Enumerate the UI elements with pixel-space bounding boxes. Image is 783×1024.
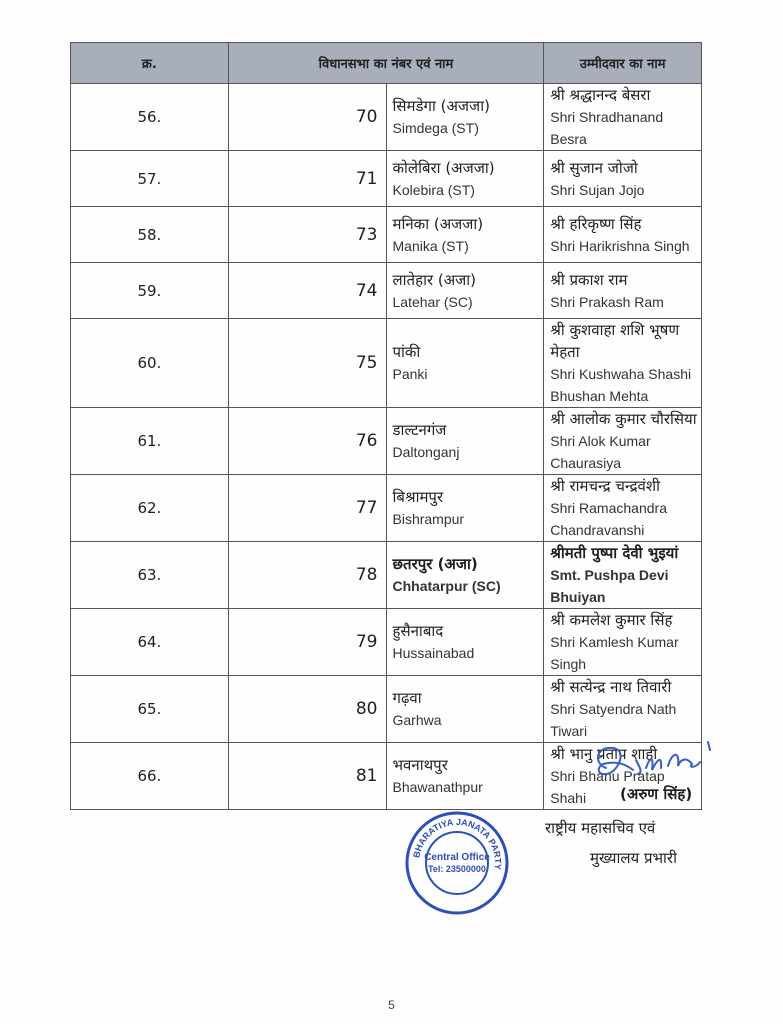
signatory-name: (अरुण सिंह)	[620, 785, 693, 803]
candidate-name-english: Shri Alok Kumar Chaurasiya	[550, 433, 651, 471]
constituency-name-hindi: भवनाथपुर	[392, 756, 448, 774]
constituency-number: 78	[228, 542, 386, 609]
svg-text:BHARATIYA JANATA PARTY: BHARATIYA JANATA PARTY	[411, 816, 504, 871]
candidate-name-hindi: श्री श्रद्धानन्द बेसरा	[550, 86, 651, 104]
serial-number: 65.	[71, 676, 229, 743]
signatory-designation-line2: मुख्यालय प्रभारी	[590, 849, 677, 867]
table-body	[71, 84, 702, 810]
constituency-number: 80	[228, 676, 386, 743]
table-row	[71, 319, 702, 408]
constituency-number: 71	[228, 151, 386, 207]
constituency-name-english: Garhwa	[392, 712, 442, 728]
candidate-name-hindi: श्री आलोक कुमार चौरसिया	[550, 410, 697, 428]
serial-number: 64.	[71, 609, 229, 676]
party-seal-stamp	[402, 808, 512, 918]
constituency-name-cell	[386, 319, 544, 408]
candidate-name-cell	[544, 263, 702, 319]
candidate-table	[70, 42, 702, 810]
serial-number: 62.	[71, 475, 229, 542]
candidate-name-hindi: श्रीमती पुष्पा देवी भुइयां	[550, 544, 679, 562]
candidate-name-cell	[544, 609, 702, 676]
candidate-name-english: Shri Kamlesh Kumar Singh	[550, 634, 679, 672]
candidate-name-cell	[544, 542, 702, 609]
svg-text:Tel: 23500000: Tel: 23500000	[428, 864, 486, 874]
candidate-name-english: Shri Shradhanand Besra	[550, 109, 664, 147]
constituency-number: 75	[228, 319, 386, 408]
constituency-name-english: Simdega (ST)	[392, 120, 479, 136]
signatory-designation-line1: राष्ट्रीय महासचिव एवं	[545, 819, 656, 837]
constituency-name-cell	[386, 609, 544, 676]
constituency-name-english: Kolebira (ST)	[392, 181, 475, 198]
constituency-name-cell	[386, 408, 544, 475]
candidate-name-hindi: श्री प्रकाश राम	[550, 270, 628, 289]
header-serial: क्र.	[71, 43, 229, 84]
svg-text:Central Office: Central Office	[424, 852, 490, 863]
candidate-name-hindi: श्री भानु प्रताप शाही	[550, 745, 658, 763]
constituency-name-cell	[386, 263, 544, 319]
constituency-name-hindi: छतरपुर (अजा)	[392, 555, 478, 573]
constituency-name-cell	[386, 207, 544, 263]
constituency-name-cell	[386, 151, 544, 207]
constituency-name-hindi: डाल्टनगंज	[392, 421, 447, 439]
table-row	[71, 475, 702, 542]
candidate-name-english: Shri Sujan Jojo	[550, 181, 645, 198]
constituency-name-cell	[386, 542, 544, 609]
candidate-name-english: Shri Prakash Ram	[550, 293, 664, 310]
page-number: 5	[388, 998, 395, 1012]
table-row	[71, 676, 702, 743]
candidate-name-english: Shri Bhanu Pratap Shahi	[550, 768, 665, 806]
constituency-number: 76	[228, 408, 386, 475]
candidate-name-cell	[544, 475, 702, 542]
serial-number: 63.	[71, 542, 229, 609]
candidate-name-hindi: श्री रामचन्द्र चन्द्रवंशी	[550, 477, 660, 495]
candidate-name-hindi: श्री हरिकृष्ण सिंह	[550, 214, 642, 233]
constituency-number: 74	[228, 263, 386, 319]
serial-number: 56.	[71, 84, 229, 151]
constituency-number: 73	[228, 207, 386, 263]
table-row	[71, 151, 702, 207]
constituency-name-hindi: लातेहार (अजा)	[392, 270, 477, 289]
constituency-name-hindi: पांकी	[392, 343, 421, 361]
table-row	[71, 609, 702, 676]
table-row	[71, 207, 702, 263]
serial-number: 61.	[71, 408, 229, 475]
table-row	[71, 84, 702, 151]
constituency-name-english: Manika (ST)	[392, 237, 469, 254]
constituency-name-english: Panki	[392, 366, 428, 382]
table-row	[71, 408, 702, 475]
table-row	[71, 542, 702, 609]
table-header-row	[71, 43, 702, 84]
constituency-number: 70	[228, 84, 386, 151]
constituency-name-hindi: मनिका (अजजा)	[392, 214, 484, 233]
candidate-name-hindi: श्री कमलेश कुमार सिंह	[550, 611, 673, 629]
candidate-name-cell	[544, 319, 702, 408]
constituency-name-english: Hussainabad	[392, 645, 475, 661]
constituency-name-cell	[386, 475, 544, 542]
constituency-name-english: Daltonganj	[392, 444, 460, 460]
serial-number: 59.	[71, 263, 229, 319]
header-candidate: उम्मीदवार का नाम	[544, 43, 702, 84]
candidate-name-english: Shri Ramachandra Chandravanshi	[550, 500, 667, 538]
constituency-name-cell	[386, 676, 544, 743]
constituency-number: 77	[228, 475, 386, 542]
constituency-name-hindi: कोलेबिरा (अजजा)	[392, 158, 495, 177]
constituency-number: 81	[228, 743, 386, 810]
constituency-name-english: Latehar (SC)	[392, 293, 473, 310]
candidate-name-cell	[544, 151, 702, 207]
serial-number: 58.	[71, 207, 229, 263]
constituency-name-hindi: बिश्रामपुर	[392, 488, 444, 506]
constituency-number: 79	[228, 609, 386, 676]
constituency-name-hindi: सिमडेगा (अजजा)	[392, 97, 490, 115]
candidate-name-hindi: श्री सुजान जोजो	[550, 158, 638, 177]
constituency-name-cell	[386, 84, 544, 151]
constituency-name-english: Bhawanathpur	[392, 779, 483, 795]
serial-number: 57.	[71, 151, 229, 207]
candidate-name-cell	[544, 408, 702, 475]
table-row	[71, 263, 702, 319]
candidate-name-english: Shri Kushwaha Shashi Bhushan Mehta	[550, 366, 692, 404]
constituency-name-hindi: हुसैनाबाद	[392, 622, 444, 640]
candidate-name-english: Shri Satyendra Nath Tiwari	[550, 701, 677, 739]
header-constituency: विधानसभा का नंबर एवं नाम	[228, 43, 544, 84]
serial-number: 60.	[71, 319, 229, 408]
candidate-name-english: Shri Harikrishna Singh	[550, 237, 690, 254]
constituency-name-english: Bishrampur	[392, 511, 465, 527]
candidate-name-cell	[544, 676, 702, 743]
candidate-name-hindi: श्री सत्येन्द्र नाथ तिवारी	[550, 678, 672, 696]
serial-number: 66.	[71, 743, 229, 810]
candidate-name-hindi: श्री कुशवाहा शशि भूषण मेहता	[550, 321, 680, 361]
constituency-name-cell	[386, 743, 544, 810]
candidate-name-cell	[544, 84, 702, 151]
constituency-name-hindi: गढ़वा	[392, 689, 422, 707]
signature	[588, 738, 728, 788]
candidate-name-english: Smt. Pushpa Devi Bhuiyan	[550, 567, 669, 605]
candidate-name-cell	[544, 207, 702, 263]
constituency-name-english: Chhatarpur (SC)	[392, 578, 501, 594]
